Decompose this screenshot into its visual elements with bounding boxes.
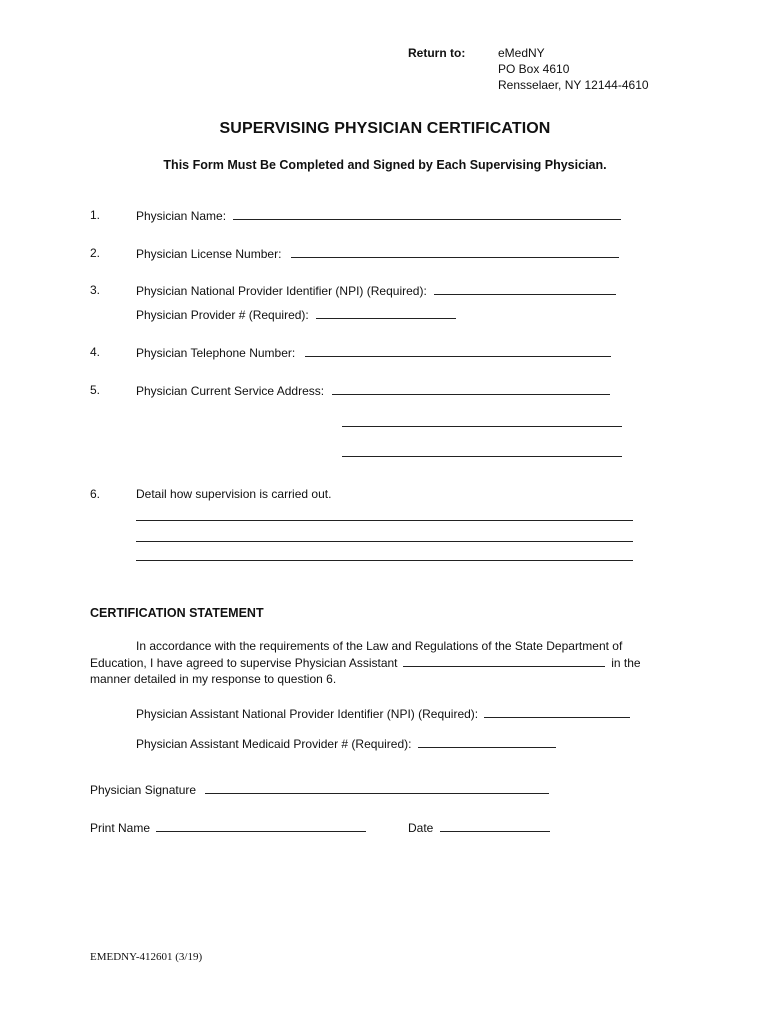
supervision-detail-label: Detail how supervision is carried out. bbox=[136, 487, 332, 501]
telephone-label: Physician Telephone Number: bbox=[136, 346, 296, 360]
date-label: Date bbox=[408, 821, 434, 835]
physician-assistant-name-field[interactable] bbox=[403, 655, 605, 667]
pa-npi-row bbox=[136, 706, 630, 722]
form-code: EMEDNY-412601 (3/19) bbox=[90, 951, 203, 963]
item-number-6: 6. bbox=[90, 487, 101, 501]
physician-name-row bbox=[136, 208, 621, 224]
page-subtitle: This Form Must Be Completed and Signed by Each Supervising Physician. bbox=[163, 158, 607, 172]
certification-text-2b: in the bbox=[611, 656, 641, 670]
address-line-1: eMedNY bbox=[498, 46, 545, 60]
address-line-3: Rensselaer, NY 12144-4610 bbox=[498, 78, 649, 92]
license-number-row bbox=[136, 246, 619, 262]
print-name-row bbox=[90, 820, 366, 836]
certification-text-line-2 bbox=[90, 655, 641, 671]
address-line-2: PO Box 4610 bbox=[498, 62, 570, 76]
npi-label: Physician National Provider Identifier (NPI) (Required): bbox=[136, 284, 427, 298]
provider-number-label: Physician Provider # (Required): bbox=[136, 308, 309, 322]
item-number-3: 3. bbox=[90, 283, 101, 297]
provider-number-row bbox=[136, 307, 456, 323]
service-address-row bbox=[136, 383, 610, 399]
telephone-field[interactable] bbox=[305, 345, 611, 357]
service-address-field-3[interactable] bbox=[342, 456, 622, 457]
certification-text-line-1: In accordance with the requirements of the Law and Regulations of the State Department of bbox=[136, 639, 623, 653]
service-address-field-2[interactable] bbox=[342, 426, 622, 427]
item-number-2: 2. bbox=[90, 246, 101, 260]
telephone-row bbox=[136, 345, 611, 361]
print-name-field[interactable] bbox=[156, 820, 366, 832]
certification-text-line-3: manner detailed in my response to question 6. bbox=[90, 672, 337, 686]
certification-heading: CERTIFICATION STATEMENT bbox=[90, 606, 264, 620]
pa-medicaid-label: Physician Assistant Medicaid Provider # (Required): bbox=[136, 737, 412, 751]
pa-npi-field[interactable] bbox=[484, 706, 630, 718]
provider-number-field[interactable] bbox=[316, 307, 456, 319]
signature-field[interactable] bbox=[205, 782, 549, 794]
item-number-1: 1. bbox=[90, 208, 101, 222]
supervision-detail-field-2[interactable] bbox=[136, 541, 633, 542]
item-number-4: 4. bbox=[90, 345, 101, 359]
license-number-field[interactable] bbox=[291, 246, 619, 258]
pa-medicaid-row bbox=[136, 736, 556, 752]
pa-medicaid-field[interactable] bbox=[418, 736, 556, 748]
supervision-detail-field-3[interactable] bbox=[136, 560, 633, 561]
service-address-label: Physician Current Service Address: bbox=[136, 384, 325, 398]
service-address-field-1[interactable] bbox=[332, 383, 610, 395]
item-number-5: 5. bbox=[90, 383, 101, 397]
page-title: SUPERVISING PHYSICIAN CERTIFICATION bbox=[219, 120, 551, 137]
certification-text-2a: Education, I have agreed to supervise Physician Assistant bbox=[90, 656, 398, 670]
pa-npi-label: Physician Assistant National Provider Identifier (NPI) (Required): bbox=[136, 707, 479, 721]
npi-field[interactable] bbox=[434, 283, 616, 295]
signature-row bbox=[90, 782, 549, 798]
print-name-label: Print Name bbox=[90, 821, 151, 835]
physician-name-label: Physician Name: bbox=[136, 209, 227, 223]
return-to-label: Return to: bbox=[408, 46, 466, 60]
npi-row bbox=[136, 283, 616, 299]
supervision-detail-field-1[interactable] bbox=[136, 520, 633, 521]
signature-label: Physician Signature bbox=[90, 783, 197, 797]
date-field[interactable] bbox=[440, 820, 550, 832]
license-number-label: Physician License Number: bbox=[136, 247, 282, 261]
date-row bbox=[408, 820, 550, 836]
physician-name-field[interactable] bbox=[233, 208, 621, 220]
